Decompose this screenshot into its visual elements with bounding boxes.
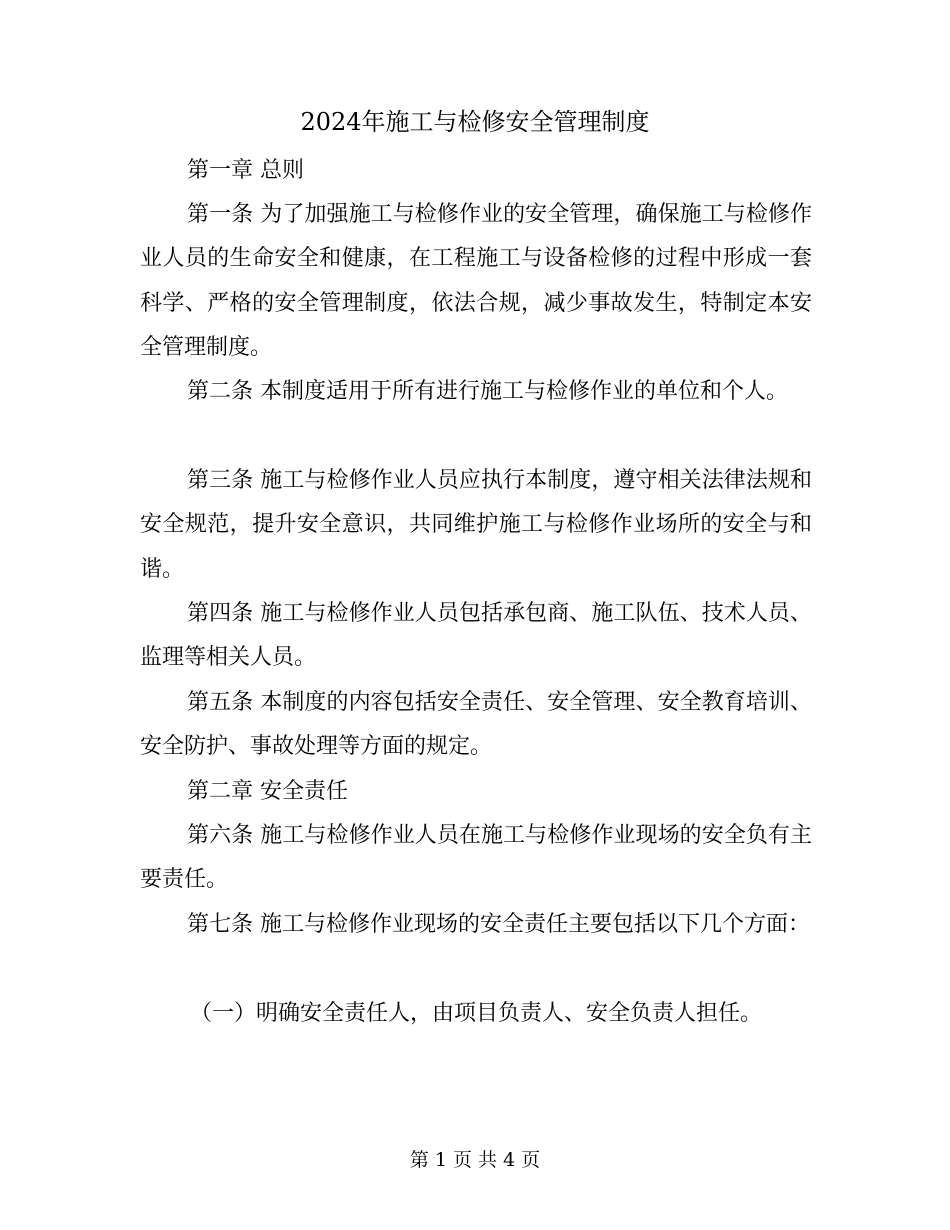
article-7: 第七条 施工与检修作业现场的安全责任主要包括以下几个方面： [187, 912, 810, 937]
chapter-heading-1: 第一章 总则 [187, 158, 304, 183]
article-6: 第六条 施工与检修作业人员在施工与检修作业现场的安全负有主要责任。 [140, 823, 812, 893]
article-1: 第一条 为了加强施工与检修作业的安全管理，确保施工与检修作业人员的生命安全和健康，在工程施工与设备检修的过程中形成一套科学、严格的安全管理制度，依法合规，减少事故发生，特制定本安全管理制度。 [140, 202, 812, 360]
article-7-item-1: （一）明确安全责任人，由项目负责人、安全负责人担任。 [190, 1001, 763, 1026]
article-2: 第二条 本制度适用于所有进行施工与检修作业的单位和个人。 [187, 379, 788, 404]
chapter-heading-2: 第二章 安全责任 [187, 779, 348, 804]
article-5: 第五条 本制度的内容包括安全责任、安全管理、安全教育培训、安全防护、事故处理等方面的规定。 [140, 690, 812, 760]
article-3: 第三条 施工与检修作业人员应执行本制度，遵守相关法律法规和安全规范，提升安全意识，共同维护施工与检修作业场所的安全与和谐。 [140, 468, 812, 582]
page-number-footer: 第 1 页 共 4 页 [409, 1149, 541, 1171]
article-4: 第四条 施工与检修作业人员包括承包商、施工队伍、技术人员、监理等相关人员。 [140, 601, 812, 671]
document-title: 2024年施工与检修安全管理制度 [300, 108, 650, 136]
